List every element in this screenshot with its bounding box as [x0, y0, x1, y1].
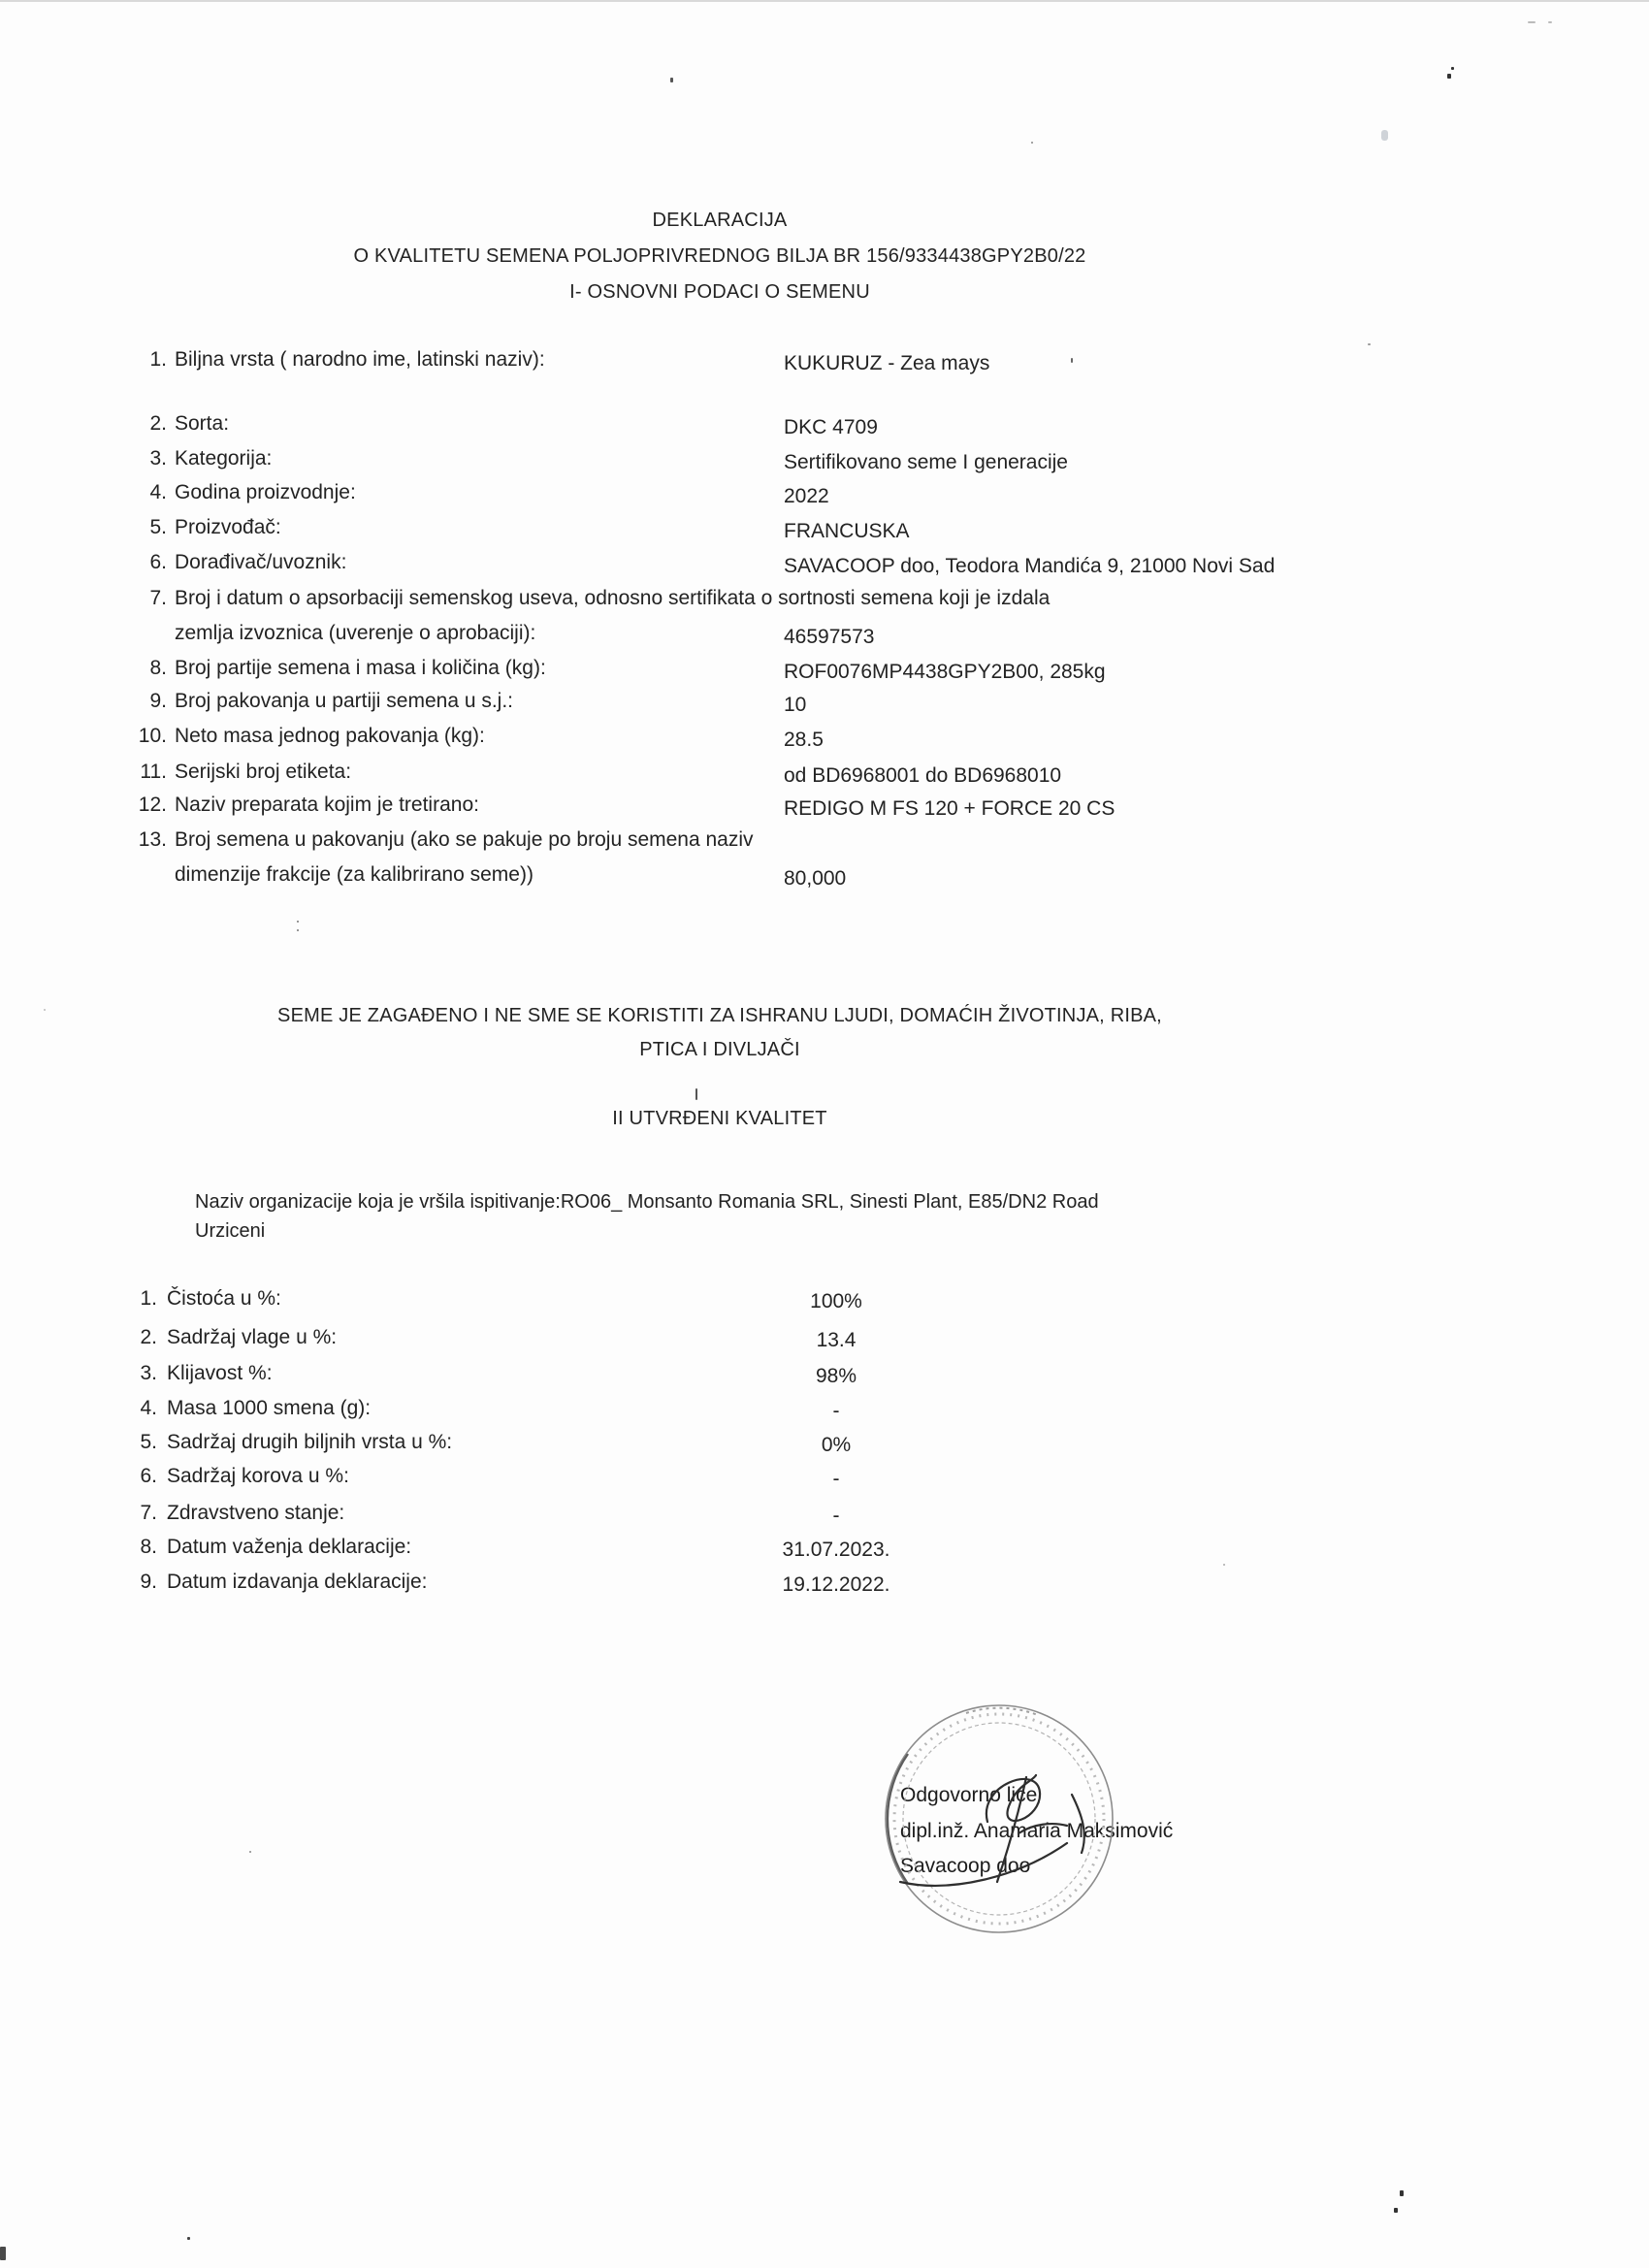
item-number: 3. [140, 1362, 157, 1384]
scan-speck [670, 78, 673, 82]
item-label: Neto masa jednog pakovanja (kg): [175, 725, 485, 747]
item-number: 6. [140, 1465, 157, 1487]
scan-speck [695, 1088, 697, 1100]
item-number: 7. [140, 1502, 157, 1524]
item-value: 31.07.2023. [782, 1539, 890, 1561]
scan-speck [1451, 67, 1454, 70]
list-item [0, 689, 1649, 714]
item-value: KUKURUZ - Zea mays [784, 352, 990, 374]
scan-speck [187, 2237, 190, 2240]
item-number: 5. [140, 1431, 157, 1453]
item-label: Zdravstveno stanje: [167, 1502, 345, 1524]
list-item [0, 480, 1649, 505]
item-number: 8. [140, 1536, 157, 1558]
item-label: Naziv preparata kojim je tretirano: [175, 794, 479, 816]
item-number: 9. [149, 690, 167, 712]
item-number: 4. [140, 1397, 157, 1419]
list-item [0, 347, 1649, 373]
scan-speck [0, 2247, 6, 2260]
item-value: REDIGO M FS 120 + FORCE 20 CS [784, 797, 1116, 820]
document-title: DEKLARACIJA [652, 210, 788, 231]
item-number: 2. [149, 412, 167, 435]
scan-speck [1447, 74, 1451, 79]
item-value: Sertifikovano seme I generacije [784, 451, 1068, 473]
item-value: 100% [810, 1290, 862, 1312]
list-item [0, 515, 1649, 540]
scan-speck [1368, 343, 1371, 345]
item-value: 2022 [784, 485, 829, 507]
item-label: Sorta: [175, 412, 230, 435]
item-label: Biljna vrsta ( narodno ime, latinski naziv): [175, 348, 545, 371]
item-number: 5. [149, 516, 167, 538]
scan-speck [1528, 21, 1536, 23]
item-number: 13. [138, 828, 167, 851]
list-item [0, 1501, 1649, 1526]
item-label: Godina proizvodnje: [175, 481, 356, 503]
item-value: 28.5 [784, 729, 824, 751]
item-number: 1. [149, 348, 167, 371]
item-value: DKC 4709 [784, 416, 878, 438]
item-number: 1. [140, 1287, 157, 1310]
item-label: Čistoća u %: [167, 1287, 281, 1310]
warning-line-1: SEME JE ZAGAĐENO I NE SME SE KORISTITI ZA ISHRANU LJUDI, DOMAĆIH ŽIVOTINJA, RIBA, [277, 1005, 1162, 1026]
scan-speck [297, 929, 299, 931]
responsible-person-name: dipl.inž. Anamaria Maksimović [900, 1820, 1174, 1842]
scan-speck [1223, 1564, 1225, 1566]
scan-speck [249, 1851, 251, 1853]
item-label: Datum važenja deklaracije: [167, 1536, 412, 1558]
section-heading-quality: II UTVRĐENI KVALITET [612, 1108, 827, 1129]
item-label: Broj semena u pakovanju (ako se pakuje po broju semena naziv [175, 828, 754, 851]
item-number: 11. [140, 761, 167, 783]
warning-line-2: PTICA I DIVLJAČI [639, 1039, 800, 1060]
item-label-continuation: zemlja izvoznica (uverenje o aprobaciji): [175, 622, 536, 644]
section-heading-basic-data: I- OSNOVNI PODACI O SEMENU [569, 281, 870, 303]
list-item [0, 827, 1649, 890]
item-value: 19.12.2022. [782, 1573, 890, 1596]
item-label: Broj i datum o apsorbaciji semenskog useva, odnosno sertifikata o sortnosti semena koji je izdala [175, 587, 1051, 609]
item-value: SAVACOOP doo, Teodora Mandića 9, 21000 Novi Sad [784, 555, 1276, 577]
item-label: Klijavost %: [167, 1362, 273, 1384]
list-item [0, 1396, 1649, 1421]
item-number: 2. [140, 1326, 157, 1348]
item-value: - [832, 1505, 840, 1527]
scan-speck [1031, 142, 1033, 144]
scan-speck [1548, 21, 1552, 23]
item-value: 10 [784, 694, 807, 716]
item-value: 0% [821, 1434, 852, 1456]
item-number: 3. [149, 447, 167, 470]
list-item [0, 724, 1649, 749]
item-number: 7. [149, 587, 167, 609]
item-label: Kategorija: [175, 447, 273, 470]
list-item [0, 1286, 1649, 1312]
item-value: 46597573 [784, 626, 875, 648]
scan-speck [297, 921, 299, 923]
list-item [0, 793, 1649, 818]
company-name: Savacoop doo [900, 1855, 1031, 1877]
item-label: Dorađivač/uvoznik: [175, 551, 347, 573]
list-item [0, 1430, 1649, 1455]
list-item [0, 1361, 1649, 1386]
item-value: od BD6968001 do BD6968010 [784, 764, 1062, 787]
item-value: - [832, 1468, 840, 1490]
item-number: 6. [149, 551, 167, 573]
list-item [0, 1464, 1649, 1489]
item-value: 13.4 [816, 1329, 857, 1351]
list-item [0, 550, 1649, 575]
scan-speck [1071, 358, 1073, 363]
list-item [0, 760, 1649, 785]
item-number: 4. [149, 481, 167, 503]
list-item [0, 1325, 1649, 1350]
scan-speck [1381, 130, 1388, 141]
item-label: Broj partije semena i masa i količina (kg): [175, 657, 546, 679]
document-subtitle: O KVALITETU SEMENA POLJOPRIVREDNOG BILJA BR 156/9334438GPY2B0/22 [353, 245, 1086, 267]
item-label: Sadržaj vlage u %: [167, 1326, 338, 1348]
item-value: FRANCUSKA [784, 520, 910, 542]
list-item [0, 656, 1649, 681]
item-number: 8. [149, 657, 167, 679]
testing-organization-line-1: Naziv organizacije koja je vršila ispitivanje:RO06_ Monsanto Romania SRL, Sinesti Plant, E85/DN2 Road [195, 1191, 1099, 1213]
scan-speck [1394, 2208, 1398, 2213]
list-item [0, 446, 1649, 471]
item-label: Serijski broj etiketa: [175, 761, 352, 783]
scan-speck [44, 1009, 46, 1011]
item-label-continuation: dimenzije frakcije (za kalibrirano seme)) [175, 863, 534, 886]
item-value: ROF0076MP4438GPY2B00, 285kg [784, 661, 1106, 683]
item-number: 10. [138, 725, 167, 747]
item-label: Sadržaj drugih biljnih vrsta u %: [167, 1431, 453, 1453]
item-label: Masa 1000 smena (g): [167, 1397, 372, 1419]
item-number: 9. [140, 1571, 157, 1593]
testing-organization-line-2: Urziceni [195, 1220, 266, 1242]
item-label: Datum izdavanja deklaracije: [167, 1571, 428, 1593]
list-item [0, 586, 1649, 648]
list-item [0, 1535, 1649, 1560]
item-label: Broj pakovanja u partiji semena u s.j.: [175, 690, 514, 712]
list-item [0, 1570, 1649, 1595]
list-item [0, 411, 1649, 437]
item-value: 80,000 [784, 867, 847, 890]
scan-top-edge [0, 0, 1649, 2]
scan-speck [1400, 2190, 1404, 2196]
item-value: 98% [815, 1365, 857, 1387]
item-number: 12. [138, 794, 167, 816]
item-label: Sadržaj korova u %: [167, 1465, 349, 1487]
item-value: - [832, 1400, 840, 1422]
item-label: Proizvođač: [175, 516, 281, 538]
responsible-person-title: Odgovorno lice [900, 1784, 1038, 1806]
